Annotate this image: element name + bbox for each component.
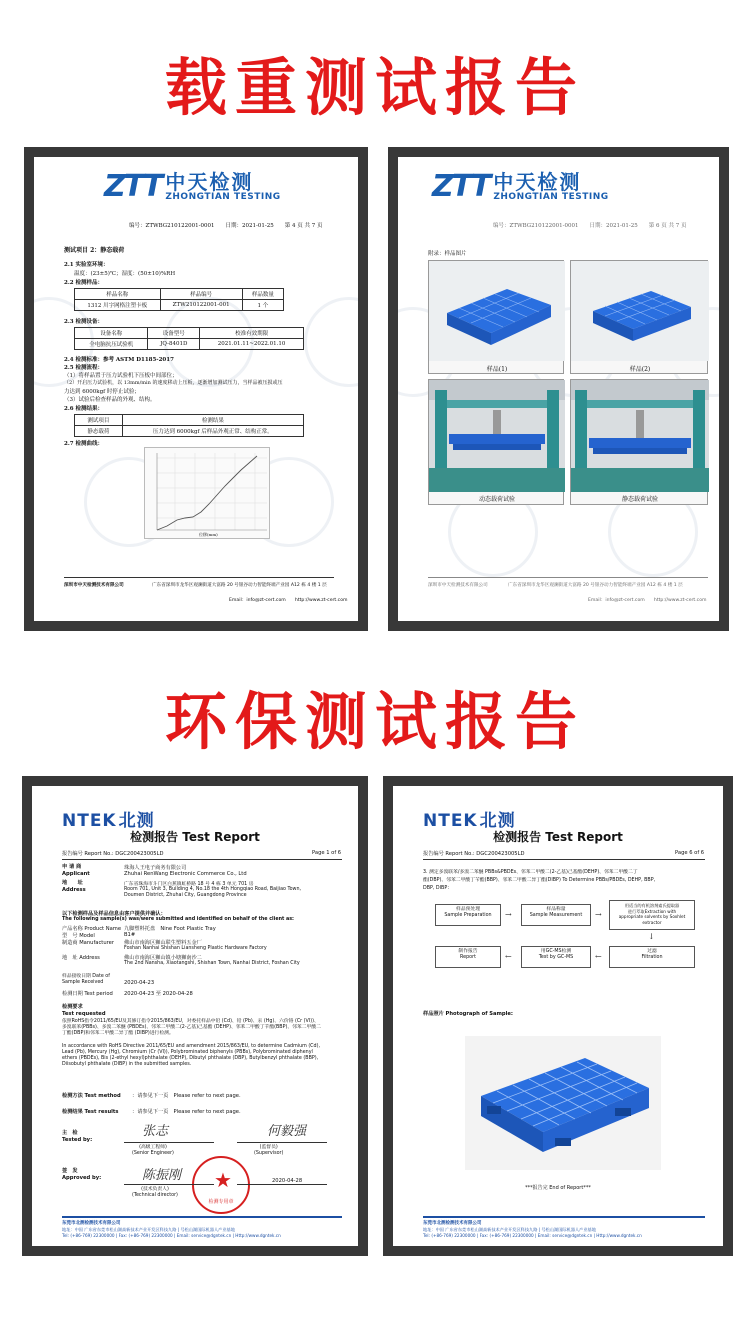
test-request-head: 检测要求 Test requested	[62, 1004, 106, 1017]
section-2-1: 2.1 实验室环境：	[64, 262, 109, 268]
applicant-cn: 珠海人王电子商务有限公司	[124, 865, 187, 871]
footer-address: 地址：中国 广东省东莞市松山湖高新技术产业开发区科技九路 | 号松山湖国际机器人产业基地	[423, 1227, 596, 1232]
technical-director-label: (技术负责人) (Technical director)	[132, 1187, 178, 1198]
flow-sample-measurement: 样品称量 Sample Measurement	[521, 904, 591, 926]
product-label: 产品名称 Product Name	[62, 926, 122, 932]
load-curve-svg	[145, 448, 271, 540]
mfr-address-label: 地 址 Address	[62, 955, 100, 961]
env-test-heading: 环保测试报告	[164, 685, 585, 758]
received-label: 样品接收日期 Date of Sample Received	[62, 974, 110, 985]
static-load-photo	[570, 379, 708, 505]
test-period: 2020-04-23 至 2020-04-28	[124, 991, 193, 997]
applicant-en: Zhuhai RenWang Electronic Commerce Co., Ltd	[124, 871, 247, 877]
address-en: Room 701, Unit 3, Building 4, No.18 the 4th Hongqiao Road, Baijiao Town, Doumen District, Zhuhai City, Guangdong Province	[124, 887, 302, 898]
section-2-5: 2.5 检测流程：	[64, 365, 103, 371]
flow-arrow-icon: →	[505, 910, 512, 919]
section-2-2: 2.2 检测样品：	[64, 280, 103, 286]
load-test-heading: 载重测试报告	[164, 51, 585, 124]
test-request-cn: 依照RoHS指令2011/65/EU及其修订指令2015/863/EU，对委托样品中铅 (Cd)、铅 (Pb)、汞 (Hg)、六价铬 (Cr (VI))、多溴联苯(PBBs)、多溴二苯醚 (PBDEs)、邻苯二甲酸二(2-乙基)己基酯 (DEHP)、邻苯二甲酸丁苄酯(BBP)、邻苯二甲酸二丁酯(DBP)和邻苯二甲酸二异丁酯 (DIBP)进行检测。	[62, 1019, 321, 1036]
sample-info-head-en: The following sample(s) was/were submitted and identified on behalf of the client as:	[62, 917, 294, 922]
address-footer: 广东省深圳市龙华区观澜街道大富路 20 号银谷动力智能终端产业园 A12 栋 4 楼 1 层	[152, 583, 327, 588]
approval-date: 2020-04-28	[272, 1178, 303, 1184]
report-meta: 编号：ZTWBG210122001-0001 日期：2021-01-25 第 4 页 共 7 页	[129, 223, 323, 229]
product-name: 九脚塑料托盘 Nine Foot Plastic Tray	[124, 926, 216, 932]
ntek-logo: NTEK 北测	[62, 811, 155, 831]
test-period-label: 检测日期 Test period	[62, 991, 113, 997]
tested-by-label: 主 检 Tested by:	[62, 1130, 93, 1143]
test-method-value: ：请参见下一页 Please refer to next page.	[132, 1093, 241, 1099]
procedure-line-4: （3）试验后检查样品的外观、结构。	[64, 397, 156, 403]
procedure-line-1: （1）将样品置于压力试验机下压板中间部位；	[64, 373, 178, 379]
flow-arrow-down-icon: ↓	[648, 932, 655, 941]
report-number: 报告编号 Report No.: DGC200423005LD	[423, 851, 525, 857]
appendix-label: 附录：样品图片	[428, 251, 467, 257]
pallet-image	[465, 1036, 661, 1170]
manufacturer-label: 制造商 Manufacturer	[62, 940, 114, 946]
lab-environment: 温度：(23±5)℃；湿度：(50±10)%RH	[74, 271, 176, 277]
ntek-logo: NTEK 北测	[423, 811, 516, 831]
pallet-image	[429, 261, 565, 361]
load-report-page-2	[388, 147, 729, 631]
report-number: 报告编号 Report No.: DGC200423005LD	[62, 851, 164, 857]
company-name-footer: 深圳市中天检测技术有限公司	[64, 583, 124, 588]
end-of-report: ***报告完 End of Report***	[525, 1185, 591, 1191]
section-2-7: 2.7 检测曲线：	[64, 441, 103, 447]
flow-arrow-left-icon: ←	[595, 952, 602, 961]
address-cn: 广东省珠海市斗门区白蕉镇虹桥路 18 号 4 栋 3 单元 701 房	[124, 882, 254, 887]
tester-signature: 张志	[142, 1124, 169, 1139]
result-table: 测试项目 检测结果 静态载荷 压力达到 6000kgf 后样品外观正常、结构正常。	[74, 414, 304, 437]
photo-label: 样品照片 Photograph of Sample:	[423, 1011, 513, 1017]
received-date: 2020-04-23	[124, 980, 155, 986]
manufacturer-cn: 佛山市南海区狮山联生塑料五金厂	[124, 940, 202, 946]
mfr-address-cn: 佛山市南海区狮山镇小塘狮南沙二	[124, 955, 202, 961]
address-label: 地 址 Address	[62, 880, 86, 893]
footer-contact: Tel: (+86-769) 22300000 | Fax: (+86-769) 22300000 | Email: service@dgntek.cn | Http://www.dgntek.cn	[423, 1233, 642, 1238]
report-title: 检测报告 Test Report	[130, 830, 260, 844]
stamp-star-icon: ★	[214, 1168, 232, 1192]
sample-photo	[465, 1036, 661, 1170]
test-request-en: In accordance with RoHS Directive 2011/65/EU and amendment 2015/863/EU, to determine Cadmium (Cd), Lead (Pb), Mercury (Hg), Chromium (Cr (VI)), Polybrominated biphenyls (PBBs), Polybrominated diphenyl ethers (PBDEs), Bis (2-ethyl hexyl)phthalate (DEHP), Dibutyl phthalate (DBP), Butylbenzyl phthalate (BBP), Diisobutyl phthalate (DIBP) in the submitted samples.	[62, 1044, 320, 1067]
mfr-address-en: The 2nd Nansha, Xiaotangshi, Shishan Town, Nanhai District, Foshan City	[124, 961, 300, 966]
flow-filtration: 过滤 Filtration	[609, 946, 695, 968]
photo-caption-2: 样品(2)	[629, 366, 651, 373]
approver-signature: 陈振刚	[142, 1168, 182, 1183]
sample-photo-2	[570, 260, 708, 374]
model-label: 型 号 Model	[62, 933, 95, 939]
sample-photo-1	[428, 260, 564, 374]
supervisor-signature: 何毅强	[267, 1124, 307, 1139]
test-machine-image	[429, 380, 565, 492]
env-report-page-1	[22, 776, 368, 1256]
test-results-label: 检测结果 Test results	[62, 1109, 119, 1115]
method-intro-1: 3. 测定多溴联苯/多溴二苯醚 PBBs&PBDEs、邻苯二甲酸二(2-乙基)己基酯(DEHP)、邻苯二甲酸二丁	[423, 870, 638, 875]
flow-sample-preparation: 样品预处理 Sample Preparation	[435, 904, 501, 926]
sample-table: 样品名称 样品编号 样品数量 1312 川字网格注塑卡板 ZTW210122001-001 1 个	[74, 288, 284, 311]
test-item-title: 测试项目 2：静态载荷	[64, 247, 125, 254]
supervisor-label: (监督员) (Supervisor)	[254, 1145, 284, 1156]
zhongtian-logo: ZTT 中天检测 ZHONGTIAN TESTING	[432, 169, 609, 204]
contact-footer: Email：info@zt-cert.com http://www.zt-cert.com	[588, 598, 707, 603]
section-2-4: 2.4 检测标准：参考 ASTM D1185-2017	[64, 357, 174, 363]
test-results-value: ：请参见下一页 Please refer to next page.	[132, 1109, 241, 1115]
flow-report: 制作报告 Report	[435, 946, 501, 968]
pallet-image	[571, 261, 709, 361]
flow-extraction: 用适当的有机溶剂索氏提取器 进行萃取Extraction with appropriate solvents by Soxhlet extractor	[609, 900, 695, 930]
test-method-label: 检测方法 Test method	[62, 1093, 121, 1099]
procedure-line-3: 力达到 6000kgf 时停止试验；	[64, 389, 140, 395]
official-stamp	[192, 1156, 250, 1214]
company-name-footer: 深圳市中天检测技术有限公司	[428, 583, 488, 588]
report-title: 检测报告 Test Report	[493, 830, 623, 844]
procedure-line-2: （2）开启压力试验机，以 13mm/min 的速度移动上压板，逐渐增加测试压力，当样品被压损或压	[64, 380, 283, 386]
chart-x-label: 位移(mm)	[199, 532, 218, 537]
footer-company: 东莞市北测检测技术有限公司	[423, 1221, 482, 1226]
env-report-page-2	[383, 776, 733, 1256]
load-curve-chart	[144, 447, 270, 539]
load-report-page-1	[24, 147, 368, 631]
footer-address: 地址：中国 广东省东莞市松山湖高新技术产业开发区科技九路 | 号松山湖国际机器人产业基地	[62, 1227, 235, 1232]
address-footer: 广东省深圳市龙华区观澜街道大富路 20 号银谷动力智能终端产业园 A12 栋 4 楼 1 层	[508, 583, 683, 588]
method-intro-3: DBP, DIBP：	[423, 886, 453, 891]
test-machine-image	[571, 380, 709, 492]
dynamic-load-photo	[428, 379, 564, 505]
page-number: Page 1 of 6	[312, 850, 342, 856]
page-number: Page 6 of 6	[675, 850, 705, 856]
flow-arrow-icon: →	[595, 910, 602, 919]
section-2-3: 2.3 检测设备：	[64, 319, 103, 325]
flow-arrow-left-icon: ←	[505, 952, 512, 961]
footer-contact: Tel: (+86-769) 22300000 | Fax: (+86-769) 22300000 | Email: service@dgntek.cn | Http://www.dgntek.cn	[62, 1233, 281, 1238]
photo-caption-1: 样品(1)	[486, 366, 508, 373]
report-meta: 编号：ZTWBG210122001-0001 日期：2021-01-25 第 6 页 共 7 页	[493, 223, 687, 229]
method-intro-2: 酯(DBP)、邻苯二甲酸丁苄酯(BBP)、邻苯二甲酸二异丁酯(DIBP) To Determine PBBs/PBDEs, DEHP, BBP,	[423, 878, 656, 883]
approved-by-label: 签 发 Approved by:	[62, 1168, 102, 1181]
footer-company: 东莞市北测检测技术有限公司	[62, 1221, 121, 1226]
section-2-6: 2.6 检测结果：	[64, 406, 103, 412]
applicant-label: 申 请 商 Applicant	[62, 864, 90, 877]
senior-engineer-label: (高级工程师) (Senior Engineer)	[132, 1145, 174, 1156]
stamp-text: 检测专用章	[208, 1199, 234, 1205]
sample-info-head-cn: 以下检测样品及样品信息由客户提供并确认：	[62, 911, 166, 917]
photo-caption-4: 静态载荷试验	[621, 496, 658, 503]
photo-caption-3: 动态载荷试验	[478, 496, 515, 503]
model-value: B1#	[124, 932, 136, 938]
zhongtian-logo: ZTT 中天检测 ZHONGTIAN TESTING	[104, 169, 281, 204]
contact-footer: Email：info@zt-cert.com http://www.zt-cert.com	[229, 598, 348, 603]
manufacturer-en: Foshan Nanhai Shishan Liansheng Plastic Hardware Factory	[124, 946, 267, 951]
equipment-table: 设备名称 设备型号 校准有效期限 全电脑抗压试验机 JQ-8401D 2021.01.11~2022.01.10	[74, 327, 304, 350]
flow-gcms: 用GC-MS检测 Test by GC-MS	[521, 946, 591, 968]
